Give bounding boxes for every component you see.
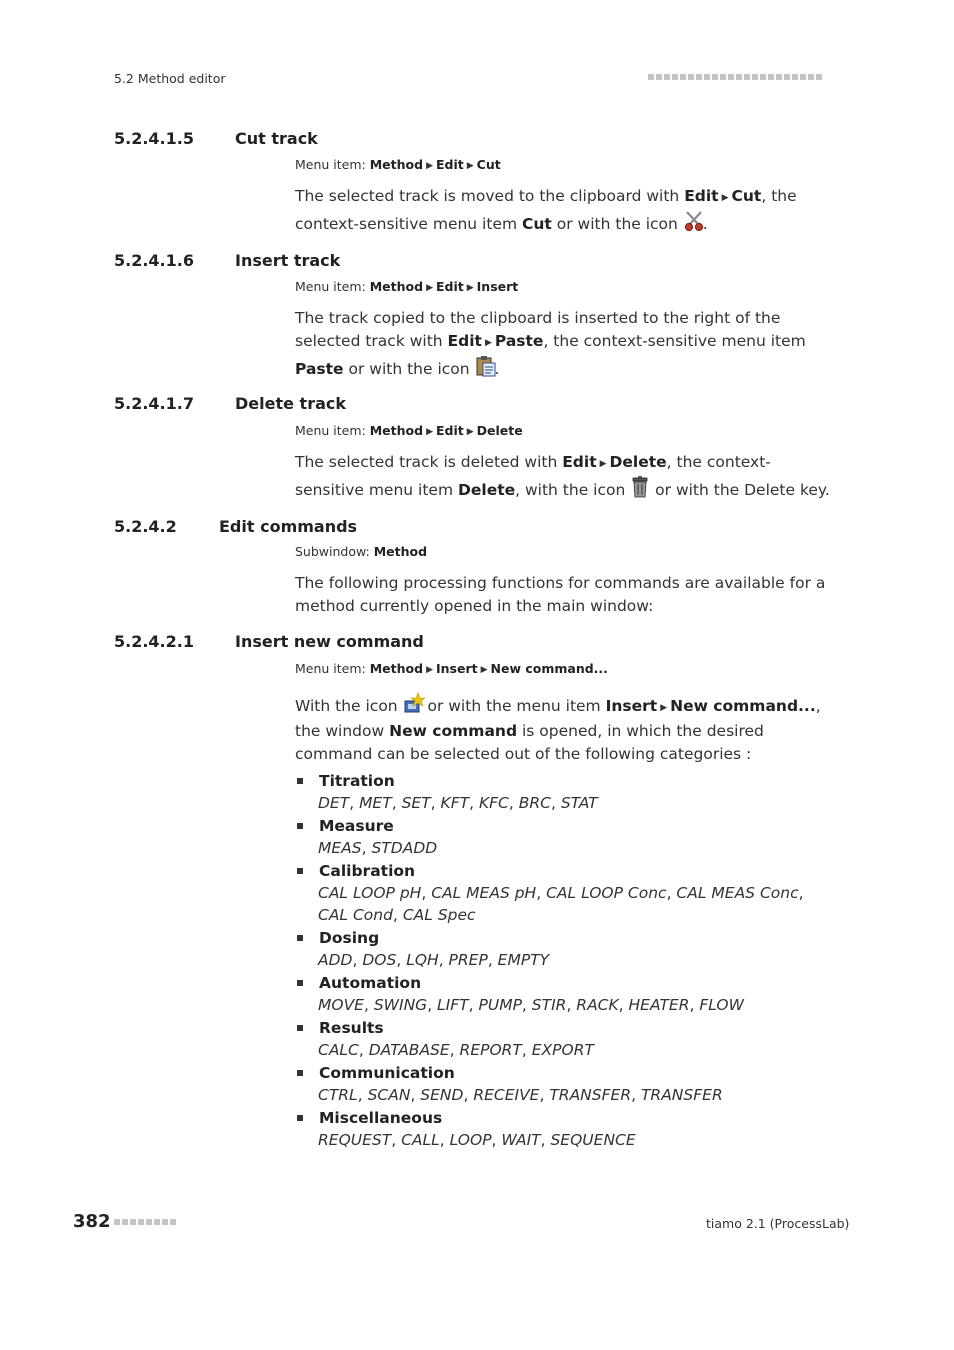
footer-product-name: tiamo 2.1 (ProcessLab) [706,1216,850,1231]
decoration-dot [130,1219,136,1225]
command-name: SEQUENCE [550,1131,636,1149]
decoration-dot [792,74,798,80]
heading-edit-commands: Edit commands [219,517,358,536]
decoration-dot [146,1219,152,1225]
category-name: Dosing [319,929,380,947]
bullet-square [297,1070,303,1076]
decoration-dot [752,74,758,80]
command-name: STDADD [371,839,438,857]
decoration-dot [696,74,702,80]
command-name: BRC [518,794,551,812]
category-results [295,1017,831,1061]
decoration-dot [154,1219,160,1225]
heading-number-insert-track: 5.2.4.1.6 [114,251,194,270]
heading-number-delete-track: 5.2.4.1.7 [114,394,194,413]
paragraph-insert-new-command: With the icon or with the menu item Insert ▶ New command..., the window New command is opened, in which the desired command can be selected out of the following categories : [295,692,831,766]
heading-number-cut-track: 5.2.4.1.5 [114,129,194,148]
decoration-dot [664,74,670,80]
decoration-dot [114,1219,120,1225]
category-name: Calibration [319,862,416,880]
bullet-square [297,778,303,784]
command-name: KFC [478,794,509,812]
command-name: TRANSFER [549,1086,632,1104]
command-name: EXPORT [531,1041,594,1059]
command-name: EMPTY [497,951,550,969]
decoration-dot [776,74,782,80]
bullet-square [297,935,303,941]
command-name: KFT [440,794,470,812]
command-name: TRANSFER [640,1086,723,1104]
decoration-dot [800,74,806,80]
command-name: CTRL [318,1086,358,1104]
command-name: CAL LOOP Conc [546,884,667,902]
running-header-section: 5.2 Method editor [114,71,226,86]
heading-insert-new-command: Insert new command [235,632,424,651]
command-name: STAT [560,794,598,812]
decoration-dot [672,74,678,80]
command-name: SEND [420,1086,464,1104]
bullet-square [297,1115,303,1121]
subwindow-line: Subwindow: Method [295,544,428,559]
command-name: PREP [448,951,488,969]
heading-delete-track: Delete track [235,394,346,413]
decoration-dot [728,74,734,80]
decoration-dot [138,1219,144,1225]
command-name: RACK [576,996,619,1014]
category-name: Titration [319,772,395,790]
footer-decoration-dots [114,1219,176,1225]
menu-path-insert: Menu item: Method ▶ Edit ▶ Insert [295,279,519,294]
command-name: DOS [362,951,397,969]
category-items: MOVE, SWING, LIFT, PUMP, STIR, RACK, HEATER, FLOW [318,996,744,1014]
command-name: HEATER [628,996,690,1014]
command-name: REQUEST [318,1131,392,1149]
command-name: MEAS [318,839,362,857]
category-calibration [295,860,831,926]
command-name: LQH [406,951,439,969]
decoration-dot [704,74,710,80]
command-name: CAL Spec [402,906,476,924]
command-name: CAL Cond [318,906,393,924]
decoration-dot [736,74,742,80]
scissors-icon [683,210,703,230]
decoration-dot [768,74,774,80]
command-name: ADD [318,951,353,969]
category-items: REQUEST, CALL, LOOP, WAIT, SEQUENCE [318,1131,636,1149]
heading-number-insert-new-command: 5.2.4.2.1 [114,632,194,651]
heading-number-edit-commands: 5.2.4.2 [114,517,177,536]
category-name: Results [319,1019,384,1037]
paragraph-edit-commands: The following processing functions for commands are available for a method currently opened in the main window: [295,574,826,615]
command-name: REPORT [459,1041,522,1059]
paragraph-cut-track: The selected track is moved to the clipboard with Edit ▶ Cut, the context-sensitive menu item Cut or with the icon . [295,187,797,233]
command-name: DATABASE [368,1041,450,1059]
decoration-dot [648,74,654,80]
category-items: CALC, DATABASE, REPORT, EXPORT [318,1041,594,1059]
category-name: Miscellaneous [319,1109,443,1127]
category-name: Communication [319,1064,455,1082]
command-name: FLOW [699,996,744,1014]
command-name: CALC [318,1041,359,1059]
command-name: STIR [531,996,567,1014]
decoration-dot [760,74,766,80]
category-miscellaneous [295,1107,831,1151]
decoration-dot [744,74,750,80]
paste-clipboard-icon [475,355,495,375]
bullet-square [297,868,303,874]
command-name: PUMP [478,996,522,1014]
category-items: DET, MET, SET, KFT, KFC, BRC, STAT [318,794,598,812]
menu-path-cut: Menu item: Method ▶ Edit ▶ Cut [295,157,501,172]
header-decoration-dots [648,74,822,80]
category-measure [295,815,831,859]
command-name: CAL MEAS Conc [676,884,799,902]
decoration-dot [720,74,726,80]
command-name: DET [318,794,350,812]
new-command-icon [403,692,423,712]
command-name: SCAN [367,1086,411,1104]
decoration-dot [712,74,718,80]
page-number: 382 [73,1211,111,1232]
trash-icon [630,476,650,496]
decoration-dot [808,74,814,80]
command-name: MOVE [318,996,364,1014]
decoration-dot [122,1219,128,1225]
category-items: CAL LOOP pH, CAL MEAS pH, CAL LOOP Conc, CAL MEAS Conc, CAL Cond, CAL Spec [318,884,804,924]
paragraph-delete-track: The selected track is deleted with Edit ▶ Delete, the context-sensitive menu item Delete, with the icon or with the Delete key. [295,453,830,499]
command-name: RECEIVE [473,1086,540,1104]
category-titration [295,770,831,814]
category-name: Measure [319,817,394,835]
decoration-dot [784,74,790,80]
category-items: ADD, DOS, LQH, PREP, EMPTY [318,951,550,969]
category-items: MEAS, STDADD [318,839,438,857]
heading-cut-track: Cut track [235,129,318,148]
command-name: CAL LOOP pH [318,884,422,902]
command-name: LIFT [437,996,469,1014]
command-name: CALL [401,1131,440,1149]
category-communication [295,1062,831,1106]
command-name: CAL MEAS pH [431,884,537,902]
category-name: Automation [319,974,422,992]
decoration-dot [162,1219,168,1225]
command-name: LOOP [449,1131,492,1149]
category-dosing [295,927,831,971]
menu-path-delete: Menu item: Method ▶ Edit ▶ Delete [295,423,523,438]
category-automation [295,972,831,1016]
command-name: WAIT [501,1131,541,1149]
bullet-square [297,980,303,986]
bullet-square [297,823,303,829]
decoration-dot [680,74,686,80]
decoration-dot [170,1219,176,1225]
decoration-dot [688,74,694,80]
paragraph-insert-track: The track copied to the clipboard is inserted to the right of the selected track with Edit ▶ Paste, the context-sensitive menu item Paste or with the icon . [295,309,806,378]
heading-insert-track: Insert track [235,251,341,270]
command-name: SET [401,794,431,812]
bullet-square [297,1025,303,1031]
decoration-dot [656,74,662,80]
command-name: MET [359,794,392,812]
decoration-dot [816,74,822,80]
category-items: CTRL, SCAN, SEND, RECEIVE, TRANSFER, TRANSFER [318,1086,723,1104]
menu-path-insert-new: Menu item: Method ▶ Insert ▶ New command... [295,661,608,676]
command-name: SWING [373,996,428,1014]
